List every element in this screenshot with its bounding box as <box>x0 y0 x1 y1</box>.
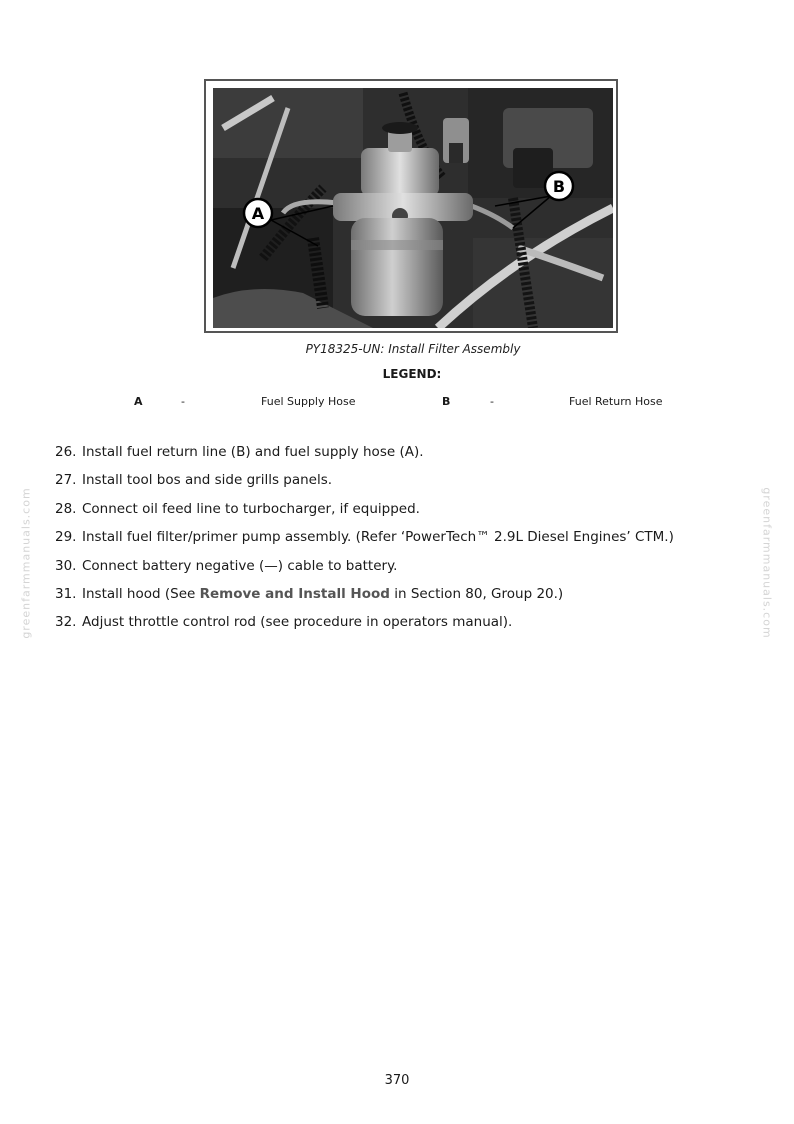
step-number: 30. <box>55 557 77 574</box>
step-number: 32. <box>55 614 77 631</box>
step-item <box>55 526 674 554</box>
step-text-after: in Section 80, Group 20.) <box>389 585 564 602</box>
legend-text-b: Fuel Return Hose <box>569 395 663 408</box>
step-item <box>55 498 674 526</box>
watermark-left: greenfarmmanuals.com <box>19 487 33 639</box>
step-number: 31. <box>55 585 77 602</box>
step-text: Connect oil feed line to turbocharger, if equipped. <box>82 500 420 517</box>
figure-frame <box>204 79 618 333</box>
step-item <box>55 441 674 469</box>
legend-title: LEGEND: <box>382 367 442 381</box>
legend-letter-b: B <box>442 395 451 408</box>
step-text: Install tool bos and side grills panels. <box>82 472 333 489</box>
page-number: 370 <box>384 1073 410 1088</box>
engine-photo <box>213 88 613 328</box>
legend-text-a: Fuel Supply Hose <box>261 395 356 408</box>
callout-a: A <box>251 204 265 223</box>
callout-b: B <box>552 177 566 196</box>
step-text: Adjust throttle control rod (see procedure in operators manual). <box>82 614 513 631</box>
step-item <box>55 583 674 611</box>
step-text: Install fuel filter/primer pump assembly. (Refer ‘PowerTech™ 2.9L Diesel Engines’ CTM.) <box>82 529 674 546</box>
legend-letter-a: A <box>134 395 143 408</box>
figure-caption: PY18325-UN: Install Filter Assembly <box>305 342 521 356</box>
step-text: Connect battery negative (—) cable to battery. <box>82 557 398 574</box>
legend-dash-b: - <box>490 395 494 408</box>
step-item <box>55 469 674 497</box>
step-number: 27. <box>55 472 77 489</box>
step-item <box>55 611 674 639</box>
step-number: 26. <box>55 444 77 460</box>
step-text: Install fuel return line (B) and fuel supply hose (A). <box>82 444 424 460</box>
step-number: 29. <box>55 529 77 546</box>
step-item <box>55 555 674 583</box>
procedure-steps <box>55 441 674 640</box>
step-number: 28. <box>55 500 77 517</box>
legend-dash-a: - <box>181 395 185 408</box>
step-text-before: Install hood (See <box>82 585 200 602</box>
watermark-right: greenfarmmanuals.com <box>760 487 774 639</box>
cross-reference-link[interactable]: Remove and Install Hood <box>199 585 390 602</box>
